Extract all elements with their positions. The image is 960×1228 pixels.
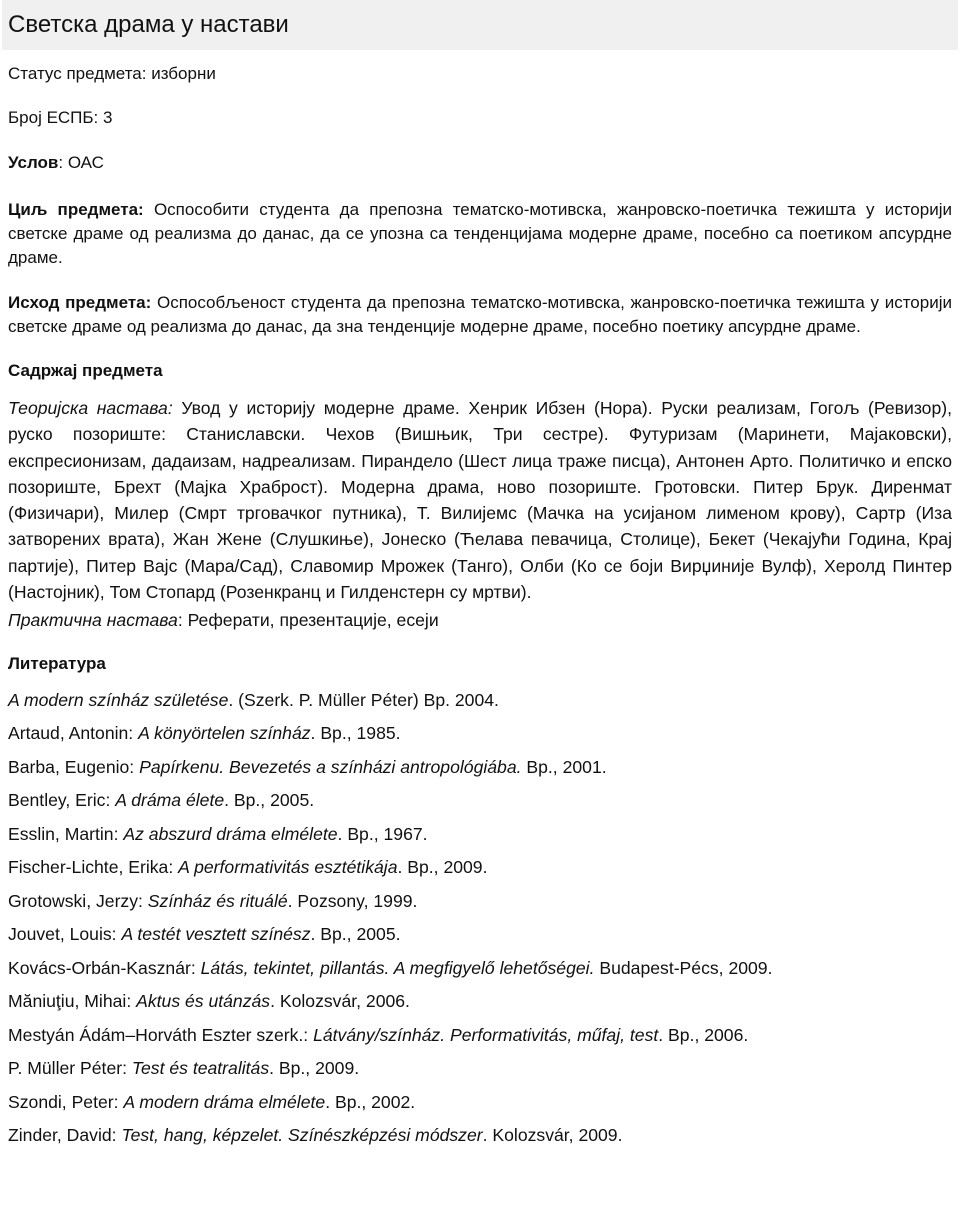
outcome-text: Оспособљеност студента да препозна тематско-мотивска, жанровско-поетичка тежишта у историји светске драме од реализма до данас, да зна тенденције модерне драме, посебно поетику апсурдне драме. bbox=[8, 293, 952, 336]
lit-author: P. Müller Péter: bbox=[8, 1058, 132, 1079]
lit-title: Színház és rituálé bbox=[147, 890, 288, 911]
lit-author: Mestyán Ádám–Horváth Eszter szerk.: bbox=[8, 1024, 314, 1045]
literature-item bbox=[8, 784, 952, 818]
lit-author: Fischer-Lichte, Erika: bbox=[8, 857, 179, 878]
lit-title: A testét vesztett színész bbox=[121, 924, 311, 945]
lit-rest: . Bp., 1967. bbox=[337, 823, 428, 844]
course-condition bbox=[8, 151, 952, 175]
lit-rest: . Bp., 2002. bbox=[325, 1091, 416, 1112]
practice-label: Практична настава bbox=[8, 610, 178, 631]
lit-title: A dráma élete bbox=[115, 790, 225, 811]
goal-label: Циљ предмета: bbox=[8, 200, 144, 219]
ects-label: Број ЕСПБ: bbox=[8, 108, 104, 127]
lit-title: Test és teatralitás bbox=[131, 1058, 270, 1079]
contents-heading: Садржај предмета bbox=[8, 361, 163, 380]
lit-rest: . Kolozsvár, 2009. bbox=[482, 1125, 623, 1146]
lit-title: A modern dráma elmélete bbox=[123, 1091, 326, 1112]
lit-rest: . Kolozsvár, 2006. bbox=[270, 991, 410, 1012]
lit-rest: . Bp., 2009. bbox=[269, 1058, 360, 1079]
lit-title: A modern színház születése bbox=[8, 689, 229, 710]
ects-credits bbox=[8, 106, 952, 130]
title-bar bbox=[2, 0, 958, 50]
literature-item bbox=[8, 885, 952, 919]
literature-item bbox=[8, 1119, 952, 1153]
literature-item bbox=[8, 1019, 952, 1053]
lit-author: Zinder, David: bbox=[8, 1125, 122, 1146]
lit-title: Az abszurd dráma elmélete bbox=[123, 823, 338, 844]
lit-author: Bentley, Eric: bbox=[8, 790, 116, 811]
literature-item bbox=[8, 684, 952, 718]
ects-value: 3 bbox=[103, 108, 113, 127]
lit-title: Aktus és utánzás bbox=[136, 991, 271, 1012]
lit-title: Látás, tekintet, pillantás. A megfigyelő lehetőségei. bbox=[200, 957, 595, 978]
lit-title: Test, hang, képzelet. Színészképzési módszer bbox=[121, 1125, 483, 1146]
lit-rest: . Bp., 2006. bbox=[658, 1024, 749, 1045]
lit-author: Szondi, Peter: bbox=[8, 1091, 124, 1112]
lit-author: Artaud, Antonin: bbox=[8, 723, 139, 744]
course-status-label: Статус предмета: bbox=[8, 64, 152, 83]
course-outcome bbox=[8, 291, 952, 339]
lit-author: Barba, Eugenio: bbox=[8, 756, 140, 777]
lit-rest: Bp., 2001. bbox=[521, 756, 607, 777]
literature-item bbox=[8, 1052, 952, 1086]
lit-title: Látvány/színház. Performativitás, műfaj, test bbox=[313, 1024, 659, 1045]
lit-title: Papírkenu. Bevezetés a színházi antropológiába. bbox=[139, 756, 522, 777]
literature-item bbox=[8, 717, 952, 751]
course-goal bbox=[8, 198, 952, 270]
literature-item bbox=[8, 851, 952, 885]
theory-label: Теоријска настава: bbox=[8, 398, 173, 418]
lit-title: A könyörtelen színház bbox=[138, 723, 311, 744]
condition-value: : ОАС bbox=[58, 153, 104, 172]
course-status bbox=[8, 62, 952, 86]
literature-heading: Литература bbox=[8, 653, 106, 673]
lit-rest: . Bp., 1985. bbox=[310, 723, 401, 744]
document-content bbox=[0, 62, 960, 1153]
course-status-value: изборни bbox=[151, 64, 216, 83]
outcome-label: Исход предмета: bbox=[8, 293, 152, 312]
theory-text: Увод у историју модерне драме. Хенрик Ибзен (Нора). Руски реализам, Гогољ (Ревизор), руско позориште: Станиславски. Чехов (Вишњик, Три сестре). Футуризам (Маринети, Мајаковски), експресионизам, дадаизам, надреализам. Пирандело (Шест лица траже писца), Антонен Арто. Политичко и епско позориште, Брехт (Мајка Храброст). Модерна драма, ново позориште. Гротовски. Питер Брук. Диренмат (Физичари), Милер (Смрт трговачког путника), Т. Вилијемс (Мачка на усијаном лименом крову), Сартр (Иза затворених врата), Жан Жене (Слушкиње), Јонеско (Ћелава певачица, Столице), Бекет (Чекајући Година, Крај партије), Питер Вајс (Мара/Сад), Славомир Мрожек (Танго), Олби (Ко се боји Вирџиније Вулф), Херолд Пинтер (Настојник), Том Стопард (Розенкранц и Гилденстерн су мртви). bbox=[8, 398, 952, 603]
lit-rest: Budapest-Pécs, 2009. bbox=[594, 957, 773, 978]
lit-author: Esslin, Martin: bbox=[8, 823, 124, 844]
literature-item bbox=[8, 952, 952, 986]
literature-item bbox=[8, 918, 952, 952]
goal-text: Оспособити студента да препозна тематско-мотивска, жанровско-поетичка тежишта у историји светске драме од реализма до данас, да се упозна са тенденцијама модерне драме, посебно са поетиком апсурдне драме. bbox=[8, 200, 952, 267]
practice-paragraph bbox=[8, 607, 952, 633]
lit-rest: . Bp., 2005. bbox=[310, 924, 401, 945]
literature-item bbox=[8, 818, 952, 852]
lit-author: Grotowski, Jerzy: bbox=[8, 890, 148, 911]
literature-item bbox=[8, 1086, 952, 1120]
lit-rest: . Bp., 2005. bbox=[224, 790, 315, 811]
lit-rest: . (Szerk. P. Müller Péter) Bp. 2004. bbox=[228, 689, 499, 710]
lit-title: A performativitás esztétikája bbox=[178, 857, 398, 878]
theory-paragraph bbox=[8, 395, 952, 605]
literature-list bbox=[8, 684, 952, 1153]
lit-author: Măniuţiu, Mihai: bbox=[8, 991, 137, 1012]
lit-rest: . Bp., 2009. bbox=[397, 857, 488, 878]
lit-author: Jouvet, Louis: bbox=[8, 924, 122, 945]
condition-label: Услов bbox=[8, 153, 59, 172]
page-title: Светска драма у настави bbox=[8, 11, 289, 38]
practice-text: : Реферати, презентације, есеји bbox=[177, 610, 439, 631]
literature-item bbox=[8, 985, 952, 1019]
literature-item bbox=[8, 751, 952, 785]
lit-author: Kovács-Orbán-Kasznár: bbox=[8, 957, 201, 978]
lit-rest: . Pozsony, 1999. bbox=[287, 890, 418, 911]
